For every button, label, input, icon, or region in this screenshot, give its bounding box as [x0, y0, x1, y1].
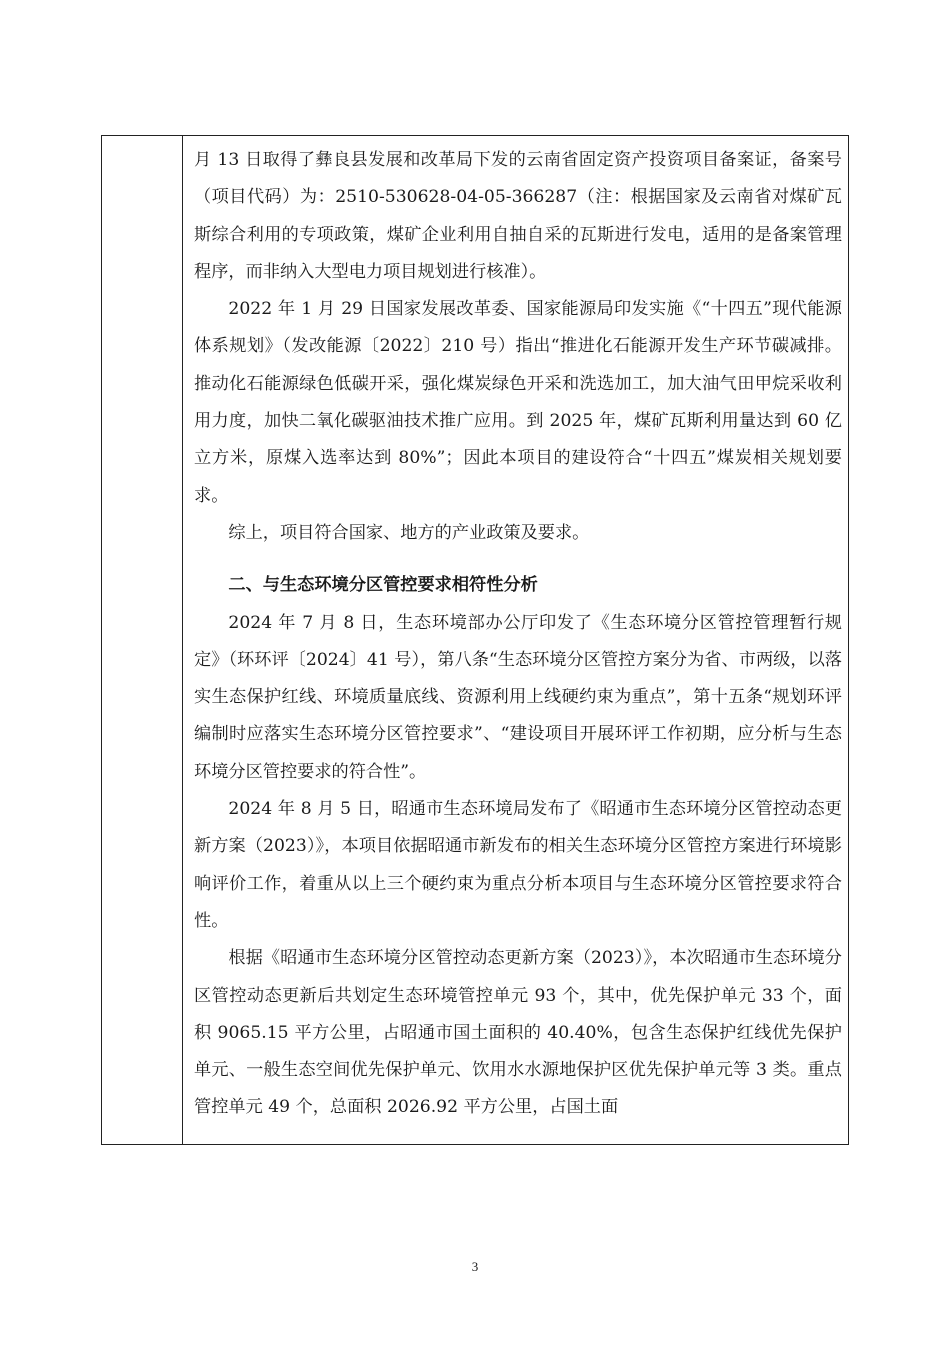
table-frame [101, 135, 849, 1145]
paragraph-regulation: 2024 年 7 月 8 日，生态环境部办公厅印发了《生态环境分区管控管理暂行规定》（环环评〔2024〕41 号），第八条“生态环境分区管控方案分为省、市两级，以落实生态保护红线、环境质量底线、资源利用上线硬约束为重点”，第十五条“规划环评编制时应落实生态环境分区管控要求”、“建设项目开展环评工作初期，应分析与生态环境分区管控要求的符合性”。 [194, 612, 842, 782]
paragraph-control-units: 根据《昭通市生态环境分区管控动态更新方案（2023）》，本次昭通市生态环境分区管控动态更新后共划定生态环境管控单元 93 个，其中，优先保护单元 33 个，面积 9065.15 平方公里，占昭通市国土面积的 40.40%，包含生态保护红线优先保护单元、一般生态空间优先保护单元、饮用水水源地保护区优先保护单元等 3 类。重点管控单元 49 个，总面积 2026.92 平方公里，占国土面 [194, 948, 842, 1118]
paragraph-summary: 综上，项目符合国家、地方的产业政策及要求。 [228, 522, 590, 543]
section-heading: 二、与生态环境分区管控要求相符性分析 [228, 575, 538, 596]
column-divider [182, 136, 183, 1144]
table-content-cell [194, 142, 842, 1127]
paragraph-energy-plan: 2022 年 1 月 29 日国家发展改革委、国家能源局印发实施《“十四五”现代能源体系规划》（发改能源〔2022〕210 号）指出“推进化石能源开发生产环节碳减排。推动化石能源绿色低碳开采，强化煤炭绿色开采和洗选加工，加大油气田甲烷采收利用力度，加快二氧化碳驱油技术推广应用。到 2025 年，煤矿瓦斯利用量达到 60 亿立方米，原煤入选率达到 80%”；因此本项目的建设符合“十四五”煤炭相关规划要求。 [194, 299, 842, 506]
page-number: 3 [471, 1259, 479, 1274]
paragraph-zhaotong-plan: 2024 年 8 月 5 日，昭通市生态环境局发布了《昭通市生态环境分区管控动态更新方案（2023）》，本项目依据昭通市新发布的相关生态环境分区管控方案进行环境影响评价工作，着重从以上三个硬约束为重点分析本项目与生态环境分区管控要求符合性。 [194, 799, 842, 931]
paragraph-continuation: 月 13 日取得了彝良县发展和改革局下发的云南省固定资产投资项目备案证，备案号（项目代码）为：2510-530628-04-05-366287（注：根据国家及云南省对煤矿瓦斯综合利用的专项政策，煤矿企业利用自抽自采的瓦斯进行发电，适用的是备案管理程序，而非纳入大型电力项目规划进行核准）。 [194, 150, 842, 282]
